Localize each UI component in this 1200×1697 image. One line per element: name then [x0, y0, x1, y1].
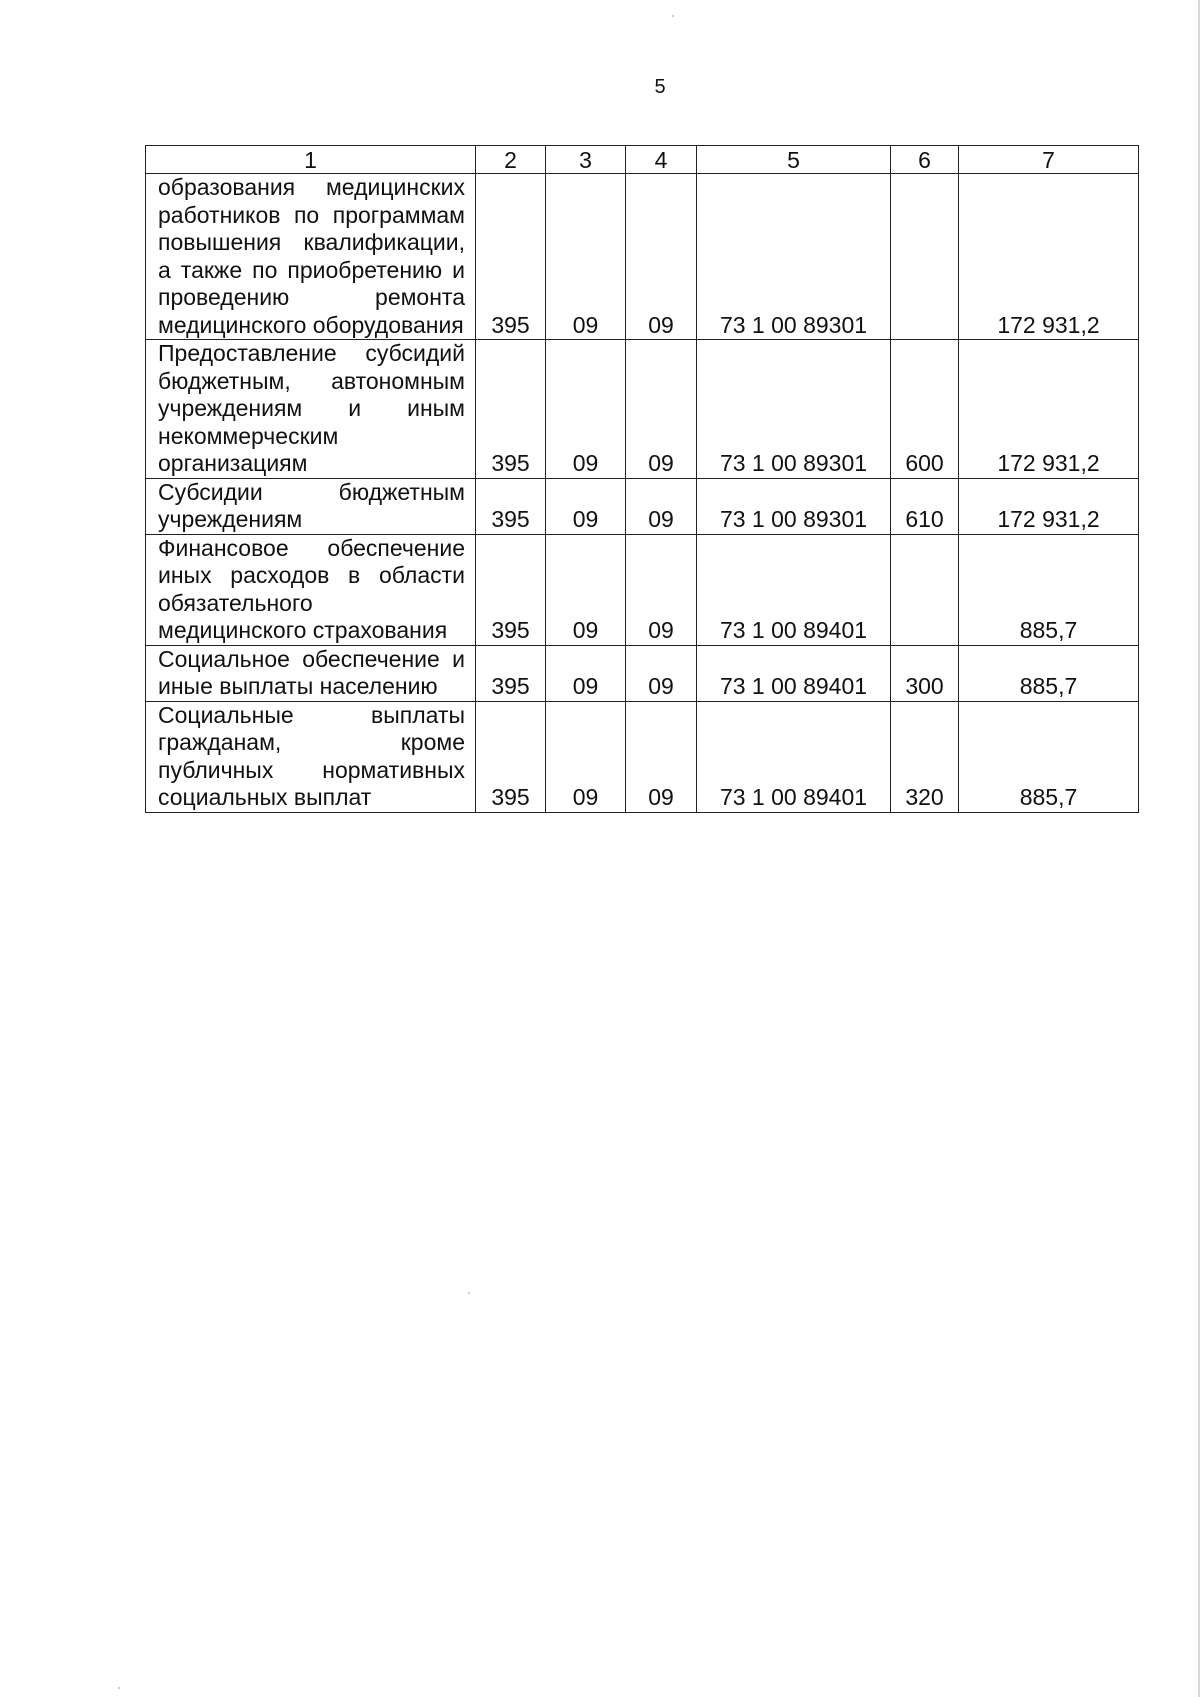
header-col-1: 1: [146, 146, 476, 174]
row-col5: 73 1 00 89301: [697, 478, 891, 534]
row-col7: 885,7: [959, 645, 1139, 701]
row-col7: 885,7: [959, 701, 1139, 812]
row-col3: 09: [546, 478, 626, 534]
table-row: [146, 701, 1139, 812]
row-col6: 300: [891, 645, 959, 701]
row-col6: 610: [891, 478, 959, 534]
table-row: [146, 645, 1139, 701]
row-col5: 73 1 00 89401: [697, 701, 891, 812]
row-col6: [891, 174, 959, 340]
table-row: [146, 340, 1139, 479]
row-col7: 172 931,2: [959, 174, 1139, 340]
row-col3: 09: [546, 340, 626, 479]
row-col3: 09: [546, 645, 626, 701]
row-col5: 73 1 00 89301: [697, 174, 891, 340]
row-col4: 09: [626, 534, 697, 645]
row-col4: 09: [626, 340, 697, 479]
scan-speck: [468, 1292, 470, 1294]
header-col-4: 4: [626, 146, 697, 174]
row-col3: 09: [546, 701, 626, 812]
row-col7: 172 931,2: [959, 340, 1139, 479]
row-col6: 600: [891, 340, 959, 479]
row-description: Социальные выплаты гражданам, кроме публичных нормативных социальных выплат: [146, 701, 476, 812]
row-col2: 395: [476, 701, 546, 812]
row-col5: 73 1 00 89301: [697, 340, 891, 479]
page-number: 5: [654, 76, 666, 98]
header-col-2: 2: [476, 146, 546, 174]
budget-table: [145, 145, 1139, 813]
row-col4: 09: [626, 174, 697, 340]
row-description: Финансовое обеспечение иных расходов в области обязательного медицинского страхования: [146, 534, 476, 645]
header-col-6: 6: [891, 146, 959, 174]
row-col5: 73 1 00 89401: [697, 534, 891, 645]
row-col7: 172 931,2: [959, 478, 1139, 534]
row-col2: 395: [476, 478, 546, 534]
table-row: [146, 534, 1139, 645]
header-row: [146, 146, 1139, 174]
row-col2: 395: [476, 534, 546, 645]
header-col-5: 5: [697, 146, 891, 174]
row-description: Предоставление субсидий бюджетным, автономным учреждениям и иным некоммерческим организациям: [146, 340, 476, 479]
row-col3: 09: [546, 174, 626, 340]
row-col4: 09: [626, 645, 697, 701]
row-col6: 320: [891, 701, 959, 812]
row-col4: 09: [626, 478, 697, 534]
row-col5: 73 1 00 89401: [697, 645, 891, 701]
header-col-7: 7: [959, 146, 1139, 174]
row-col2: 395: [476, 174, 546, 340]
table-row: [146, 478, 1139, 534]
row-description: Субсидии бюджетным учреждениям: [146, 478, 476, 534]
row-col3: 09: [546, 534, 626, 645]
table-row: [146, 174, 1139, 340]
row-description: образования медицинских работников по программам повышения квалификации, а также по приобретению и проведению ремонта медицинского оборудования: [146, 174, 476, 340]
row-col2: 395: [476, 645, 546, 701]
scan-speck: [118, 1687, 120, 1689]
scan-speck: [672, 15, 674, 17]
row-col6: [891, 534, 959, 645]
header-col-3: 3: [546, 146, 626, 174]
row-col2: 395: [476, 340, 546, 479]
row-description: Социальное обеспечение и иные выплаты населению: [146, 645, 476, 701]
row-col7: 885,7: [959, 534, 1139, 645]
row-col4: 09: [626, 701, 697, 812]
